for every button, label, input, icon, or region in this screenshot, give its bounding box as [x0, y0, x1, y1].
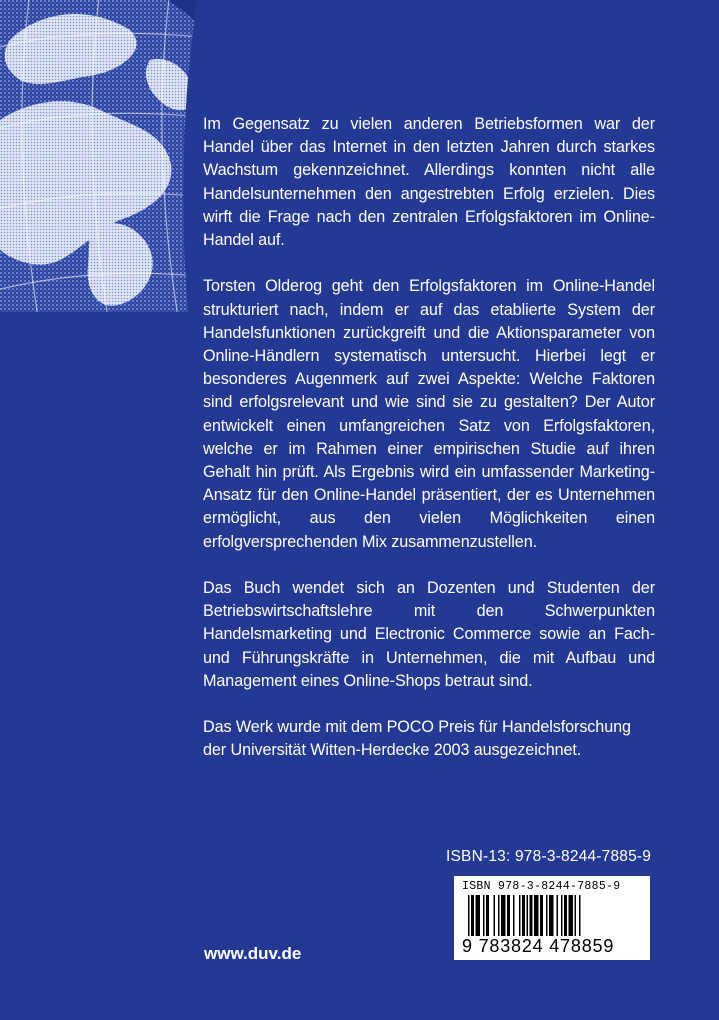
publisher-url: www.duv.de [204, 944, 302, 963]
barcode-isbn-text: ISBN 978-3-8244-7885-9 [462, 880, 621, 893]
isbn-barcode [454, 876, 650, 960]
blurb-paragraph-1: Im Gegensatz zu vielen anderen Betriebsformen war der Handel über das Internet in den letzten Jahren durch starkes Wachstum gekennzeichnet. Allerdings konnten nicht alle Handelsunternehmen den angestrebten Erfolg erzielen. Dies wirft die Frage nach den zentralen Erfolgsfaktoren im Online-Handel auf. [203, 115, 655, 250]
blurb-paragraph-2: Torsten Olderog geht den Erfolgsfaktoren im Online-Handel strukturiert nach, indem er auf das etablierte System der Handelsfunktionen zurückgreift und die Aktionsparameter von Online-Händlern systematisch untersucht. Hierbei legt er besonderes Augenmerk auf zwei Aspekte: Welche Faktoren sind erfolgsrelevant und wie sind sie zu gestalten? Der Autor entwickelt einen umfangreichen Satz von Erfolgsfaktoren, welche er im Rahmen einer empirischen Studie auf ihren Gehalt hin prüft. Als Ergebnis wird ein umfassender Marketing-Ansatz für den Online-Handel präsentiert, der es Unternehmen ermöglicht, aus den vielen Möglichkeiten einen erfolgversprechenden Mix zusammenzustellen. [203, 277, 655, 551]
isbn-label: ISBN-13: 978-3-8244-7885-9 [446, 848, 652, 865]
back-cover-blurb [203, 113, 655, 786]
globe-icon [0, 0, 197, 312]
globe-image [0, 0, 197, 312]
blurb-paragraph-4: Das Werk wurde mit dem POCO Preis für Handelsforschung der Universität Witten-Herdecke 2003 ausgezeichnet. [203, 718, 631, 760]
barcode-digits: 9 783824 478859 [462, 936, 615, 956]
blurb-paragraph-3: Das Buch wendet sich an Dozenten und Studenten der Betriebswirtschaftslehre mit den Schwerpunkten Handelsmarketing und Electronic Commerce sowie an Fach- und Führungskräfte in Unternehmen, die mit Aufbau und Management eines Online-Shops betraut sind. [203, 579, 655, 690]
